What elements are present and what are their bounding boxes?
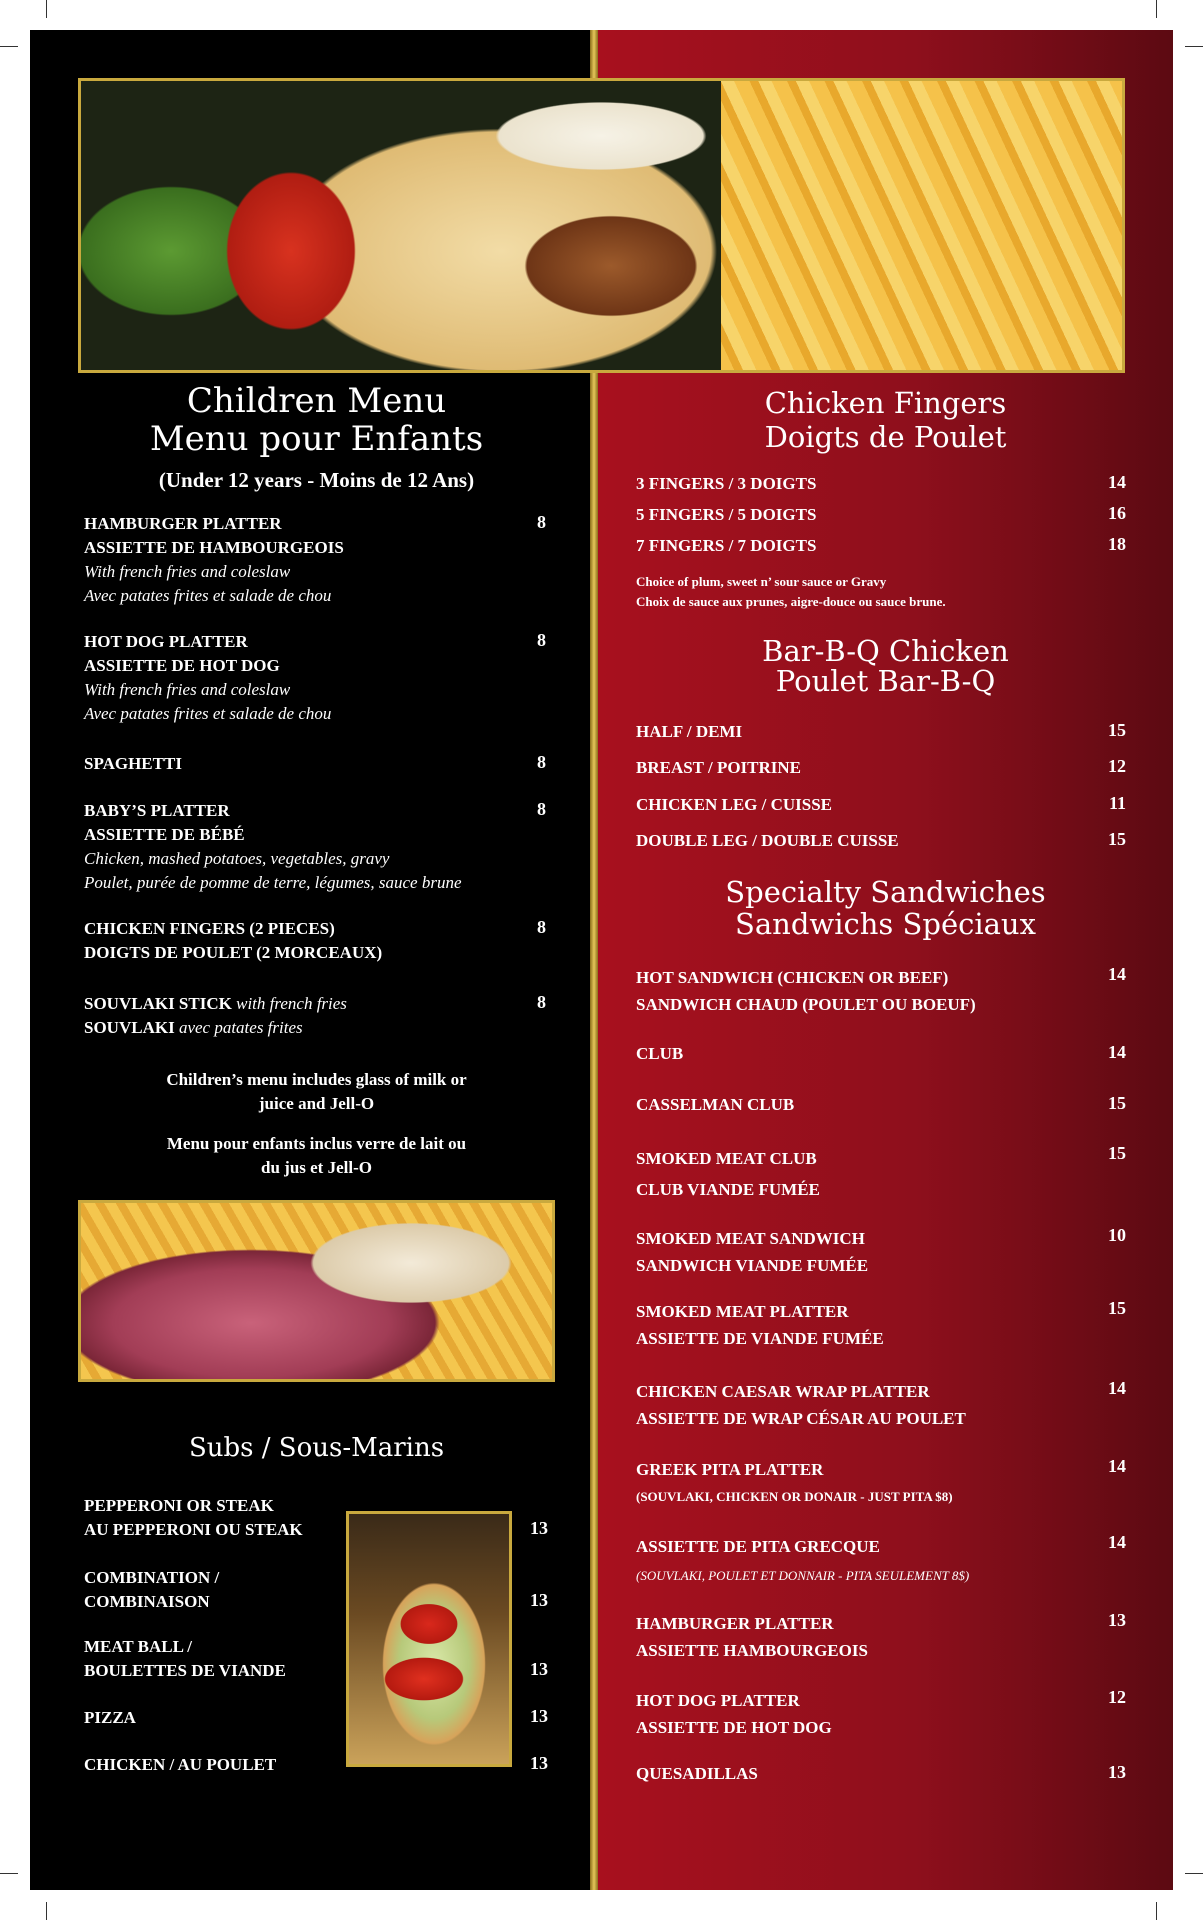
menu-item-label: 7 FINGERS / 7 DOIGTS — [636, 536, 817, 555]
children-menu-title — [78, 382, 555, 458]
title-en: Specialty Sandwiches — [725, 875, 1046, 909]
chicken-fingers-note — [636, 572, 1136, 612]
item-name: GREEK PITA PLATTER — [636, 1460, 824, 1479]
crop-mark — [1156, 1902, 1157, 1920]
item-name-fr: ASSIETTE DE HOT DOG — [636, 1718, 832, 1737]
item-name-fr: CLUB VIANDE FUMÉE — [636, 1180, 820, 1199]
sandwich-item — [636, 1093, 1086, 1117]
item-name: ASSIETTE DE PITA GRECQUE — [636, 1537, 880, 1556]
item-desc-fr: avec patates frites — [174, 1018, 303, 1037]
item-price: 15 — [1108, 1298, 1126, 1318]
item-name: SMOKED MEAT SANDWICH — [636, 1229, 865, 1248]
item-desc-fr: Avec patates frites et salade de chou — [84, 586, 332, 605]
item-name: BABY’S PLATTER — [84, 801, 230, 820]
title-fr: Sandwichs Spéciaux — [735, 907, 1036, 941]
sandwich-item — [636, 1456, 1086, 1510]
item-name: HOT SANDWICH (CHICKEN OR BEEF) — [636, 968, 949, 987]
item-name-fr: SOUVLAKI — [84, 1018, 175, 1037]
menu-item-label: 5 FINGERS / 5 DOIGTS — [636, 505, 817, 524]
sandwich-item — [636, 1298, 1086, 1352]
item-name-fr: ASSIETTE DE HAMBOURGEOIS — [84, 538, 344, 557]
note-line: juice and Jell-O — [258, 1094, 375, 1113]
item-desc: With french fries and coleslaw — [84, 562, 291, 581]
menu-item-label: CHICKEN LEG / CUISSE — [636, 795, 833, 814]
item-price: 15 — [1108, 720, 1126, 740]
crop-mark — [46, 1902, 47, 1920]
crop-mark — [1185, 1873, 1203, 1874]
item-desc-fr: (SOUVLAKI, POULET ET DONNAIR - PITA SEULEMENT 8$) — [636, 1568, 970, 1583]
crop-mark — [0, 1873, 18, 1874]
item-price: 15 — [1108, 829, 1126, 849]
sandwich-item — [636, 1687, 1086, 1741]
item-name: HAMBURGER PLATTER — [636, 1614, 834, 1633]
sandwich-item — [636, 1143, 1086, 1205]
item-price: 14 — [1108, 964, 1126, 984]
item-name-fr: ASSIETTE DE VIANDE FUMÉE — [636, 1329, 884, 1348]
sandwich-item — [636, 964, 1086, 1018]
children-item — [84, 512, 544, 608]
item-price: 8 — [537, 630, 546, 650]
item-price: 18 — [1108, 534, 1126, 554]
children-note-fr — [78, 1132, 555, 1180]
item-price: 13 — [530, 1753, 548, 1773]
item-price: 8 — [537, 752, 546, 772]
crop-mark — [0, 46, 18, 47]
bbq-chicken-title — [598, 636, 1173, 696]
item-price: 8 — [537, 917, 546, 937]
children-title-en: Children Menu — [186, 381, 447, 421]
item-name: HAMBURGER PLATTER — [84, 514, 282, 533]
item-name: QUESADILLAS — [636, 1764, 758, 1783]
note-line: Choix de sauce aux prunes, aigre-douce ou sauce brune. — [636, 594, 946, 609]
item-name: CHICKEN FINGERS (2 PIECES) — [84, 919, 335, 938]
sandwich-item — [636, 1762, 1086, 1786]
item-price: 13 — [1108, 1762, 1126, 1782]
children-item — [84, 630, 544, 726]
menu-item-label: DOUBLE LEG / DOUBLE CUISSE — [636, 831, 899, 850]
title-en: Bar-B-Q Chicken — [762, 634, 1009, 668]
sandwich-item — [636, 1042, 1086, 1066]
item-name: PIZZA — [84, 1708, 136, 1727]
sub-sandwich-photo — [346, 1511, 512, 1767]
item-price: 14 — [1108, 1042, 1126, 1062]
item-price: 13 — [530, 1590, 548, 1610]
item-price: 10 — [1108, 1225, 1126, 1245]
item-name: SMOKED MEAT PLATTER — [636, 1302, 849, 1321]
sub-item — [84, 1494, 346, 1542]
item-price: 14 — [1108, 1456, 1126, 1476]
title-fr: Poulet Bar-B-Q — [775, 664, 996, 698]
item-price: 13 — [1108, 1610, 1126, 1630]
note-line: du jus et Jell-O — [261, 1158, 372, 1177]
item-name: CASSELMAN CLUB — [636, 1095, 795, 1114]
item-name-fr: DOIGTS DE POULET (2 MORCEAUX) — [84, 943, 383, 962]
item-name: HOT DOG PLATTER — [636, 1691, 800, 1710]
crop-mark — [1185, 46, 1203, 47]
item-price: 14 — [1108, 472, 1126, 492]
item-desc: with french fries — [231, 994, 347, 1013]
children-subtitle: (Under 12 years - Moins de 12 Ans) — [158, 468, 475, 492]
specialty-sandwiches-title — [598, 876, 1173, 940]
item-price: 13 — [530, 1706, 548, 1726]
gyro-fries-photo — [78, 78, 1125, 373]
sandwich-item — [636, 1532, 1086, 1590]
item-desc-fr: Poulet, purée de pomme de terre, légumes, sauce brune — [84, 873, 462, 892]
item-name-fr: ASSIETTE DE WRAP CÉSAR AU POULET — [636, 1409, 966, 1428]
item-name: CLUB — [636, 1044, 684, 1063]
item-price: 11 — [1108, 793, 1126, 813]
menu-item-label: 3 FINGERS / 3 DOIGTS — [636, 474, 817, 493]
item-price: 12 — [1108, 756, 1126, 776]
item-price: 13 — [530, 1659, 548, 1679]
menu-item-label: HALF / DEMI — [636, 722, 743, 741]
item-name: SPAGHETTI — [84, 754, 182, 773]
item-price: 8 — [537, 799, 546, 819]
sub-item — [84, 1566, 346, 1614]
sub-item — [84, 1635, 346, 1683]
item-name-fr: ASSIETTE DE BÉBÉ — [84, 825, 245, 844]
children-title-fr: Menu pour Enfants — [149, 419, 484, 459]
item-desc: Chicken, mashed potatoes, vegetables, gravy — [84, 849, 390, 868]
children-item — [84, 992, 544, 1040]
menu-item-label: BREAST / POITRINE — [636, 758, 802, 777]
crop-mark — [1156, 0, 1157, 18]
item-name-fr: SANDWICH VIANDE FUMÉE — [636, 1256, 869, 1275]
item-desc: (SOUVLAKI, CHICKEN OR DONAIR - JUST PITA $8) — [636, 1489, 953, 1504]
item-name-fr: AU PEPPERONI OU STEAK — [84, 1520, 303, 1539]
item-price: 15 — [1108, 1143, 1126, 1163]
item-name: MEAT BALL / — [84, 1637, 193, 1656]
children-item — [84, 917, 544, 965]
item-name: PEPPERONI OR STEAK — [84, 1496, 274, 1515]
note-line: Children’s menu includes glass of milk or — [166, 1070, 467, 1089]
chicken-fingers-title — [598, 386, 1173, 454]
sandwich-item — [636, 1225, 1086, 1279]
item-price: 13 — [530, 1518, 548, 1538]
item-name: HOT DOG PLATTER — [84, 632, 248, 651]
children-note-en — [78, 1068, 555, 1116]
children-item — [84, 752, 544, 776]
item-name: COMBINATION / — [84, 1568, 220, 1587]
item-desc: With french fries and coleslaw — [84, 680, 291, 699]
item-price: 12 — [1108, 1687, 1126, 1707]
item-name: CHICKEN / AU POULET — [84, 1755, 277, 1774]
children-item — [84, 799, 544, 895]
item-name: SMOKED MEAT CLUB — [636, 1149, 817, 1168]
item-name-fr: ASSIETTE DE HOT DOG — [84, 656, 280, 675]
sandwich-item — [636, 1378, 1086, 1432]
item-price: 16 — [1108, 503, 1126, 523]
item-price: 8 — [537, 512, 546, 532]
item-name-fr: SANDWICH CHAUD (POULET OU BOEUF) — [636, 995, 976, 1014]
item-name-fr: COMBINAISON — [84, 1592, 210, 1611]
menu-page — [30, 30, 1173, 1890]
subs-title: Subs / Sous-Marins — [188, 1433, 445, 1463]
sub-item — [84, 1706, 346, 1730]
item-price: 8 — [537, 992, 546, 1012]
item-price: 14 — [1108, 1532, 1126, 1552]
item-desc-fr: Avec patates frites et salade de chou — [84, 704, 332, 723]
item-name-fr: ASSIETTE HAMBOURGEOIS — [636, 1641, 868, 1660]
item-name-fr: BOULETTES DE VIANDE — [84, 1661, 286, 1680]
note-line: Menu pour enfants inclus verre de lait ou — [166, 1134, 467, 1153]
item-price: 14 — [1108, 1378, 1126, 1398]
smoked-meat-photo — [78, 1200, 555, 1382]
item-price: 15 — [1108, 1093, 1126, 1113]
note-line: Choice of plum, sweet n’ sour sauce or Gravy — [636, 574, 887, 589]
item-name: CHICKEN CAESAR WRAP PLATTER — [636, 1382, 930, 1401]
title-fr: Doigts de Poulet — [764, 420, 1007, 454]
title-en: Chicken Fingers — [764, 386, 1007, 420]
crop-mark — [46, 0, 47, 18]
sub-item — [84, 1753, 346, 1777]
sandwich-item — [636, 1610, 1086, 1664]
item-name: SOUVLAKI STICK — [84, 994, 232, 1013]
